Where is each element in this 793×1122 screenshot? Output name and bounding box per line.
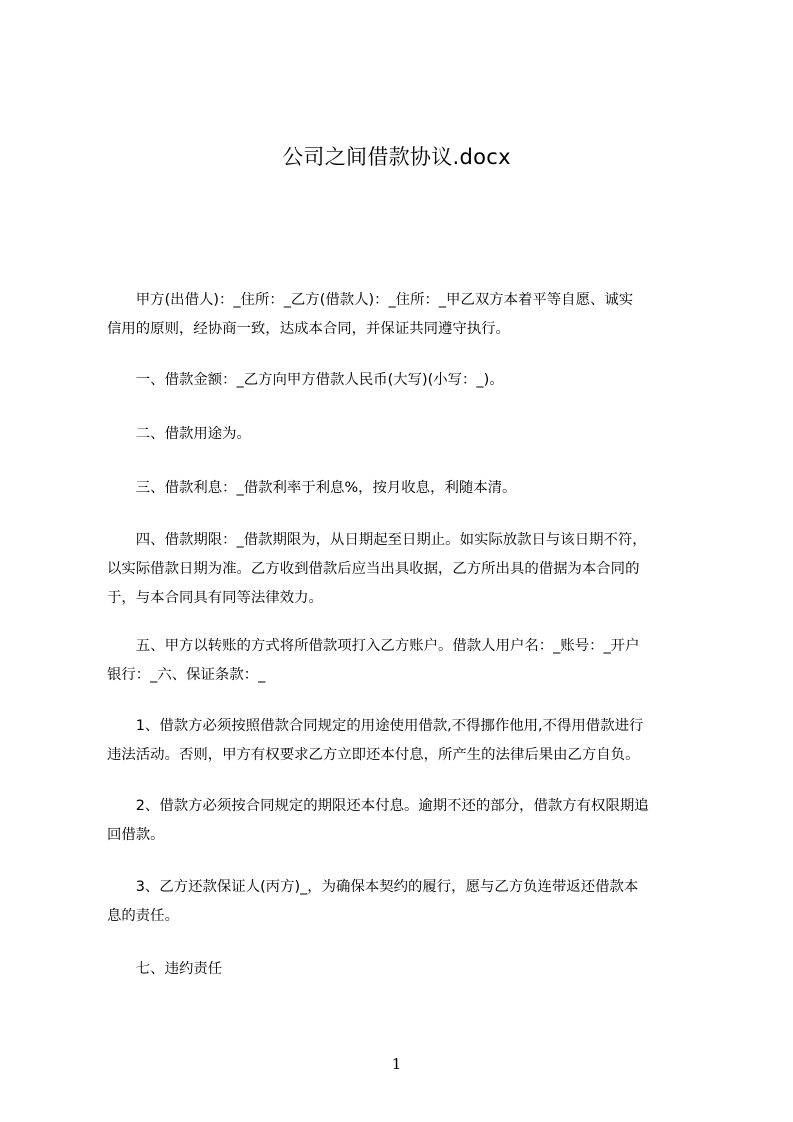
paragraph-loan-amount xyxy=(107,366,707,395)
text-line: 五、甲方以转账的方式将所借款项打入乙方账户。借款人用户名：_账号：_开户 xyxy=(107,638,640,654)
text-line: 违法活动。否则，甲方有权要求乙方立即还本付息，所产生的法律后果由乙方自负。 xyxy=(107,747,640,763)
paragraph-loan-purpose xyxy=(107,420,707,449)
text-line: 以实际借款日期为准。乙方收到借款后应当出具收据，乙方所出具的借据为本合同的 xyxy=(107,561,640,577)
paragraph-loan-interest xyxy=(107,474,707,503)
text-line: 三、借款利息：_借款利率于利息%，按月收息，利随本清。 xyxy=(107,480,517,496)
text-line: 银行：_六、保证条款：_ xyxy=(107,667,266,683)
paragraph-transfer xyxy=(107,632,707,690)
text-line: 甲方(出借人)：_住所：_乙方(借款人)：_住所：_甲乙双方本着平等自愿、诚实 xyxy=(107,292,634,308)
page-number: 1 xyxy=(391,1055,402,1073)
text-line: 1、借款方必须按照借款合同规定的用途使用借款,不得挪作他用,不得用借款进行 xyxy=(107,718,644,734)
text-line: 3、乙方还款保证人(丙方)_，为确保本契约的履行，愿与乙方负连带返还借款本 xyxy=(107,879,639,895)
text-line: 于，与本合同具有同等法律效力。 xyxy=(107,590,323,606)
text-line: 二、借款用途为。 xyxy=(107,426,251,442)
paragraph-guarantee-2 xyxy=(107,792,707,850)
paragraph-breach-heading xyxy=(107,955,707,984)
paragraph-parties xyxy=(107,286,707,344)
text-line: 2、借款方必须按合同规定的期限还本付息。逾期不还的部分，借款方有权限期追 xyxy=(107,798,649,814)
text-line: 息的责任。 xyxy=(107,908,179,924)
text-line: 回借款。 xyxy=(107,827,165,843)
text-line: 七、违约责任 xyxy=(107,961,223,977)
text-line: 信用的原则，经协商一致，达成本合同，并保证共同遵守执行。 xyxy=(107,321,510,337)
text-line: 四、借款期限：_借款期限为，从日期起至日期止。如实际放款日与该日期不符， xyxy=(107,532,647,548)
text-line: 一、借款金额：_乙方向甲方借款人民币(大写)(小写：_)。 xyxy=(107,372,504,388)
document-title: 公司之间借款协议.docx xyxy=(282,145,511,169)
paragraph-guarantee-3 xyxy=(107,873,707,931)
paragraph-guarantee-1 xyxy=(107,712,707,770)
paragraph-loan-term xyxy=(107,526,707,613)
